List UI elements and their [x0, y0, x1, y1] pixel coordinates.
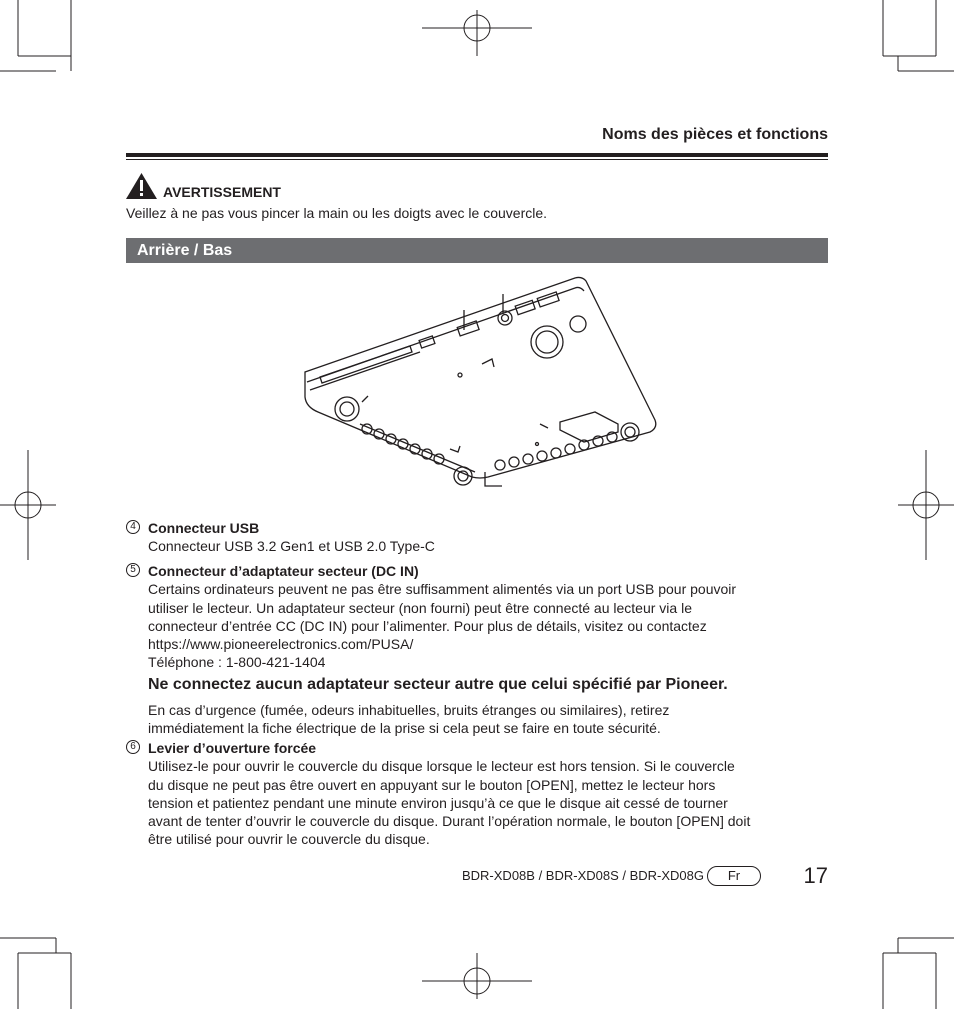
item-text: utiliser le lecteur. Un adaptateur secteur (non fourni) peut être connecté au lecteur via le: [148, 599, 692, 616]
item-number: 4: [126, 520, 140, 534]
item-number: 6: [126, 740, 140, 754]
model-numbers: BDR-XD08B / BDR-XD08S / BDR-XD08G: [461, 868, 704, 883]
item-text: être utilisé pour ouvrir le couvercle du disque.: [148, 831, 430, 848]
list-item: [126, 562, 830, 737]
warning-text: Veillez à ne pas vous pincer la main ou les doigts avec le couvercle.: [126, 205, 548, 221]
header-rule: [126, 153, 828, 157]
support-url: https://www.pioneerelectronics.com/PUSA/: [148, 636, 414, 653]
item-text: immédiatement la fiche électrique de la prise si cela peut se faire en toute sécurité.: [148, 720, 661, 737]
caution-text: Ne connectez aucun adaptateur secteur autre que celui spécifié par Pioneer.: [148, 675, 728, 693]
item-title: Connecteur USB: [148, 520, 260, 536]
support-phone: Téléphone : 1-800-421-1404: [148, 654, 326, 671]
section-label: Arrière / Bas: [137, 242, 233, 259]
page-number: 17: [803, 863, 828, 888]
warning-title: AVERTISSEMENT: [163, 184, 281, 200]
header-rule-thin: [126, 159, 828, 160]
item-text: Utilisez-le pour ouvrir le couvercle du disque lorsque le lecteur est hors tension. Si le couvercle: [148, 758, 735, 775]
list-item: [126, 519, 830, 556]
item-text: En cas d’urgence (fumée, odeurs inhabituelles, bruits étranges ou similaires), retirez: [148, 701, 670, 718]
item-title: Connecteur d’adaptateur secteur (DC IN): [148, 563, 419, 579]
warning-triangle-icon: [125, 172, 158, 200]
item-text: du disque ne peut pas être ouvert en appuyant sur le bouton [OPEN], mettez le lecteur hors: [148, 776, 716, 793]
item-title: Levier d’ouverture forcée: [148, 740, 317, 756]
section-title: Noms des pièces et fonctions: [602, 126, 828, 143]
item-number: 5: [126, 563, 140, 577]
drive-underside-illustration: [300, 272, 660, 490]
item-text: Connecteur USB 3.2 Gen1 et USB 2.0 Type-C: [148, 538, 435, 555]
item-text: avant de tenter d’ouvrir le couvercle du disque. Durant l’opération normale, le bouton [OPEN] doit: [148, 813, 751, 830]
item-text: connecteur d’entrée CC (DC IN) pour l’alimenter. Pour plus de détails, visitez ou contactez: [148, 617, 707, 634]
item-text: Certains ordinateurs peuvent ne pas être suffisamment alimentés via un port USB pour pouvoir: [148, 581, 737, 598]
item-text: tension et patientez pendant une minute environ jusqu’à ce que le disque ait cessé de tourner: [148, 794, 728, 811]
list-item: [126, 739, 830, 849]
language-badge: Fr: [707, 866, 761, 886]
section-band: [126, 238, 828, 263]
